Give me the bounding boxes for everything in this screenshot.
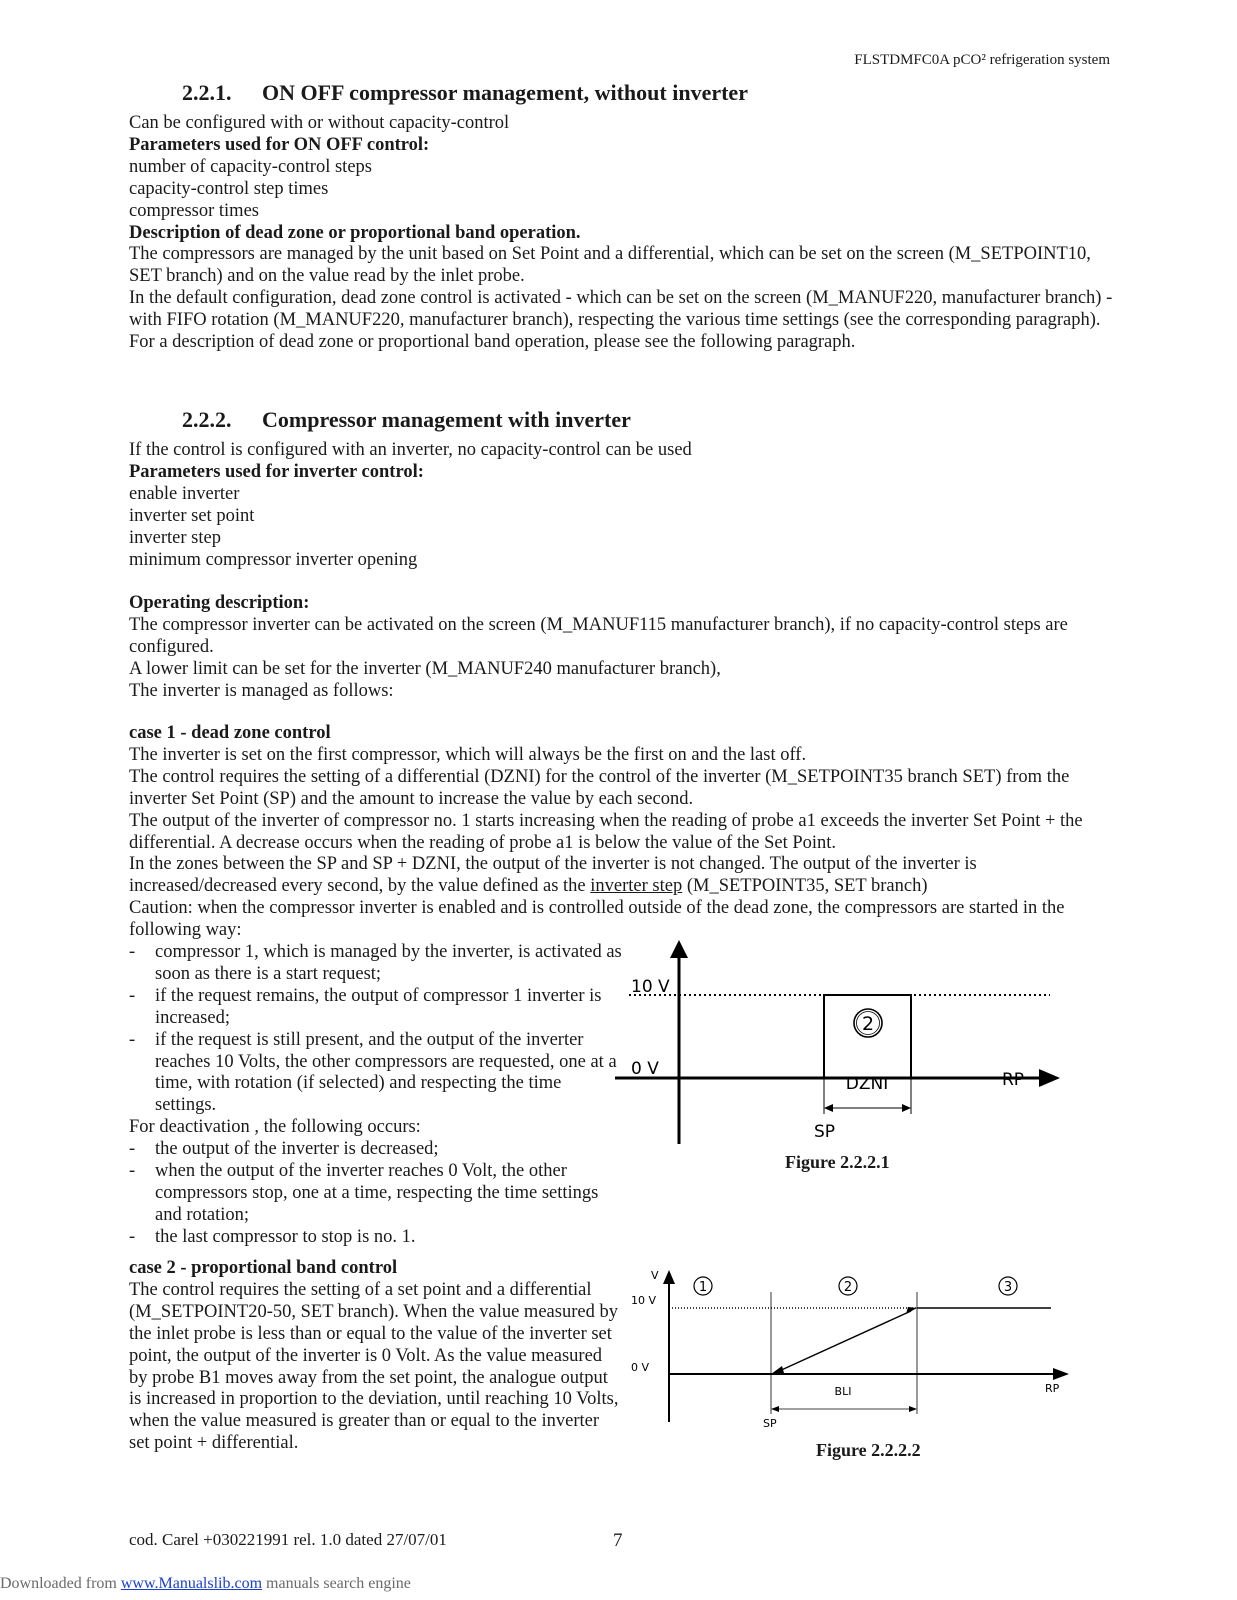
paragraph: The inverter is managed as follows: xyxy=(129,680,394,701)
manualslib-link[interactable]: www.Manualslib.com xyxy=(120,1575,263,1592)
zone-number: 2 xyxy=(843,1280,853,1295)
zone-marker-3 xyxy=(999,1277,1017,1295)
dead-zone-diagram xyxy=(615,938,1075,1148)
section-number: 2.2.2. xyxy=(182,407,232,432)
label-rp: RP xyxy=(1045,1382,1060,1395)
list-item: - if the request is still present, and the output of the inverter reaches 10 Volts, the other compressors are requested, one at a time, with rotation (if selected) and respecting the time settings. xyxy=(129,1030,624,1118)
paragraph: Can be configured with or without capacity-control xyxy=(129,113,510,133)
paragraph: If the control is configured with an inverter, no capacity-control can be used xyxy=(129,440,692,460)
paragraph: compressor times xyxy=(129,200,259,221)
download-banner xyxy=(0,1575,411,1593)
section-number: 2.2.1. xyxy=(182,80,232,105)
label-sp: SP xyxy=(814,1122,836,1142)
paragraph: enable inverter xyxy=(129,483,240,504)
zone-marker-1 xyxy=(694,1277,712,1295)
inverter-step-term: inverter step xyxy=(590,876,683,897)
text-run: (M_SETPOINT35, SET branch) xyxy=(682,876,928,897)
paragraph: For a description of dead zone or proportional band operation, please see the following paragraph. xyxy=(129,332,856,353)
zone-number: 3 xyxy=(1003,1280,1013,1295)
section-heading-2-2-2 xyxy=(182,407,631,433)
paragraph: The control requires the setting of a set point and a differential (M_SETPOINT20-50, SET branch). When the value measured by the inlet probe is less than or equal to the value of the inverter set point, the output of the inverter is 0 Volt. As the value measured by probe B1 moves away from the set point, the analogue output is increased in proportion to the deviation, until reaching 10 Volts, when the value measured is greater than or equal to the inverter set point + differential. xyxy=(129,1279,619,1454)
paragraph: The compressor inverter can be activated on the screen (M_MANUF115 manufacturer branch), if no capacity-control steps are configured. xyxy=(129,614,1068,657)
paragraph: A lower limit can be set for the inverter (M_MANUF240 manufacturer branch), xyxy=(129,658,721,679)
zone-number: 2 xyxy=(861,1013,875,1035)
case1-description xyxy=(129,723,1114,942)
ramp-line xyxy=(777,1311,911,1372)
list-item: - the last compressor to stop is no. 1. xyxy=(129,1227,624,1249)
subheading: Parameters used for ON OFF control: xyxy=(129,134,430,155)
section-heading-2-2-1 xyxy=(182,80,748,106)
label-10v: 10 V xyxy=(631,977,670,997)
paragraph: Caution: when the compressor inverter is enabled and is controlled outside of the dead zone, the compressors are started in the following way: xyxy=(129,898,1065,941)
label-0v: 0 V xyxy=(631,1059,659,1079)
paragraph: capacity-control step times xyxy=(129,178,329,199)
section-2-2-1-body xyxy=(129,113,1114,354)
y-axis-arrow-icon xyxy=(670,940,688,958)
paragraph: The compressors are managed by the unit based on Set Point and a differential, which can be set on the screen (M_SETPOINT10, SET branch) and on the value read by the inlet probe. xyxy=(129,244,1091,287)
subheading: Parameters used for inverter control: xyxy=(129,461,424,482)
subheading: case 1 - dead zone control xyxy=(129,723,331,743)
figure-2-2-2-2 xyxy=(625,1262,1085,1460)
list-item: - the output of the inverter is decreased; xyxy=(129,1139,624,1161)
footer-code: cod. Carel +030221991 rel. 1.0 dated 27/07/01 xyxy=(129,1530,447,1549)
label-v: V xyxy=(651,1269,659,1282)
list-item: - when the output of the inverter reaches 0 Volt, the other compressors stop, one at a time, respecting the time settings and rotation; xyxy=(129,1161,624,1227)
label-sp: SP xyxy=(763,1417,777,1430)
paragraph xyxy=(129,854,1114,898)
operating-description xyxy=(129,593,1114,703)
x-axis-arrow-icon xyxy=(1039,1069,1060,1087)
list-item: - compressor 1, which is managed by the inverter, is activated as soon as there is a start request; xyxy=(129,942,624,986)
paragraph: minimum compressor inverter opening xyxy=(129,549,418,570)
document-header: FLSTDMFC0A pCO² refrigeration system xyxy=(854,52,1110,68)
figure-caption: Figure 2.2.2.2 xyxy=(816,1440,921,1460)
activation-deactivation-list xyxy=(129,942,624,1249)
figure-caption: Figure 2.2.2.1 xyxy=(785,1152,890,1172)
list-item: - if the request remains, the output of compressor 1 inverter is increased; xyxy=(129,986,624,1030)
download-prefix: Downloaded from xyxy=(0,1575,121,1592)
paragraph: In the default configuration, dead zone control is activated - which can be set on the screen (M_MANUF220, manufacturer branch) - with FIFO rotation (M_MANUF220, manufacturer branch), respecting the various time settings (see the corresponding paragraph). xyxy=(129,288,1113,331)
label-rp: RP xyxy=(1002,1070,1025,1090)
paragraph: The control requires the setting of a differential (DZNI) for the control of the inverter (M_SETPOINT35 branch SET) from the inverter Set Point (SP) and the amount to increase the value by each second. xyxy=(129,766,1070,809)
label-dzni: DZNI xyxy=(845,1074,889,1094)
paragraph: inverter step xyxy=(129,527,221,548)
x-axis-arrow-icon xyxy=(1053,1368,1069,1380)
label-0v: 0 V xyxy=(631,1361,650,1374)
proportional-band-diagram xyxy=(625,1262,1085,1432)
paragraph: number of capacity-control steps xyxy=(129,156,372,177)
subheading: Operating description: xyxy=(129,593,310,613)
subheading: Description of dead zone or proportional band operation. xyxy=(129,222,581,243)
text-run: In the zones between the SP and SP + DZNI, the output of the inverter is not changed. The output of the inverter is increased/decreased every second, by the value defined as the xyxy=(129,854,977,897)
case2-description xyxy=(129,1258,624,1455)
label-bli: BLI xyxy=(834,1385,852,1398)
download-suffix: manuals search engine xyxy=(262,1575,411,1592)
y-axis-arrow-icon xyxy=(663,1270,675,1284)
subheading: case 2 - proportional band control xyxy=(129,1258,398,1278)
figure-2-2-2-1 xyxy=(615,938,1075,1172)
zone-marker-2 xyxy=(839,1277,857,1295)
paragraph: For deactivation , the following occurs: xyxy=(129,1117,421,1138)
zone-number: 1 xyxy=(698,1280,708,1295)
section-title: Compressor management with inverter xyxy=(262,407,631,432)
paragraph: The output of the inverter of compressor no. 1 starts increasing when the reading of probe a1 exceeds the inverter Set Point + the differential. A decrease occurs when the reading of probe a1 is below the value of the Set Point. xyxy=(129,810,1083,853)
section-2-2-2-params xyxy=(129,440,1114,571)
section-title: ON OFF compressor management, without inverter xyxy=(262,80,748,105)
paragraph: The inverter is set on the first compressor, which will always be the first on and the last off. xyxy=(129,744,807,765)
label-10v: 10 V xyxy=(631,1294,657,1307)
page-number: 7 xyxy=(613,1530,623,1551)
paragraph: inverter set point xyxy=(129,505,255,526)
